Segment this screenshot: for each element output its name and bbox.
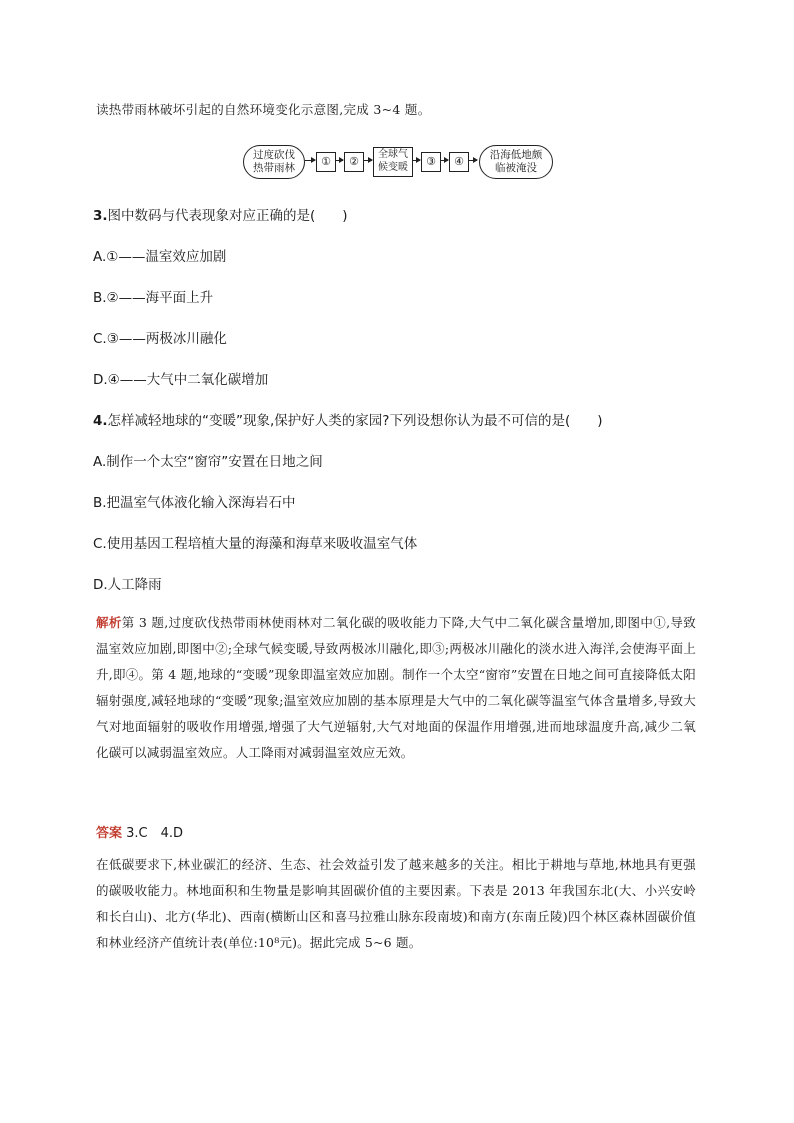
question-4-option-d: D.人工降雨 (93, 577, 162, 593)
analysis-label: 解析 (96, 615, 122, 630)
question-3-option-d: D.④——大气中二氧化碳增加 (93, 372, 269, 388)
flow-arrow (336, 160, 343, 161)
flow-node-2: ② (344, 152, 364, 172)
question-3-option-c: C.③——两极冰川融化 (93, 331, 227, 347)
flow-mid-line1: 全球气 (378, 149, 408, 160)
question-4-option-c: C.使用基因工程培植大量的海藻和海草来吸收温室气体 (93, 536, 418, 552)
question-3-number: 3. (93, 208, 108, 224)
flow-arrow (441, 160, 448, 161)
question-3-option-b: B.②——海平面上升 (93, 290, 214, 306)
flow-mid-node (373, 147, 413, 177)
flow-end-line1: 沿海低地颇 (489, 149, 543, 161)
analysis-paragraph (96, 610, 696, 766)
flow-node-3: ③ (421, 152, 441, 172)
answer-label: 答案 (96, 826, 123, 841)
question-3 (93, 204, 348, 224)
flow-node-4: ④ (449, 152, 469, 172)
question-4-option-b: B.把温室气体液化输入深海岩石中 (93, 495, 296, 511)
answer-line (96, 822, 183, 841)
next-intro-paragraph: 在低碳要求下,林业碳汇的经济、生态、社会效益引发了越来越多的关注。相比于耕地与草地,林地具有更强的碳吸收能力。林地面积和生物量是影响其固碳价值的主要因素。下表是 2013 年我国东北(大、小兴安岭和长白山)、北方(华北)、西南(横断山区和喜马拉雅山脉东段南坡)和南方(东南丘陵)四个林区森林固碳价值和林业经济产值统计表(单位:10⁸元)。据此完成 5~6 题。 (96, 857, 696, 950)
flow-arrow (469, 160, 477, 161)
question-4-number: 4. (93, 413, 108, 429)
intro-text: 读热带雨林破坏引起的自然环境变化示意图,完成 3~4 题。 (96, 102, 431, 117)
flow-start-node (243, 145, 305, 179)
question-3-option-a: A.①——温室效应加剧 (93, 249, 227, 265)
question-4 (93, 409, 603, 429)
flow-arrow (305, 160, 315, 161)
flow-end-line2: 临被淹没 (495, 162, 537, 174)
question-3-stem: 图中数码与代表现象对应正确的是( ) (107, 208, 348, 224)
question-4-option-a: A.制作一个太空“窗帘”安置在日地之间 (93, 454, 323, 470)
question-4-stem: 怎样减轻地球的“变暖”现象,保护好人类的家园?下列设想你认为最不可信的是( ) (107, 413, 603, 429)
flow-start-line2: 热带雨林 (253, 162, 295, 174)
flow-arrow (364, 160, 372, 161)
flow-start-line1: 过度砍伐 (253, 149, 295, 161)
flow-mid-line2: 候变暖 (378, 162, 408, 173)
answer-text: 3.C 4.D (122, 826, 184, 841)
analysis-text: 第 3 题,过度砍伐热带雨林使雨林对二氧化碳的吸收能力下降,大气中二氧化碳含量增加,即图中①,导致温室效应加剧,即图中②;全球气候变暖,导致两极冰川融化,即③;两极冰川融化的淡水进入海洋,会使海平面上升,即④。第 4 题,地球的“变暖”现象即温室效应加剧。制作一个太空“窗帘”安置在日地之间可直接降低太阳辐射强度,减轻地球的“变暖”现象;温室效应加剧的基本原理是大气中的二氧化碳等温室气体含量增多,导致大气对地面辐射的吸收作用增强,增强了大气逆辐射,大气对地面的保温作用增强,进而地球温度升高,减少二氧化碳可以减弱温室效应。人工降雨对减弱温室效应无效。 (96, 615, 696, 760)
flow-arrow (413, 160, 420, 161)
flow-diagram (243, 143, 553, 181)
flow-end-node (479, 145, 553, 179)
flow-node-1: ① (316, 152, 336, 172)
